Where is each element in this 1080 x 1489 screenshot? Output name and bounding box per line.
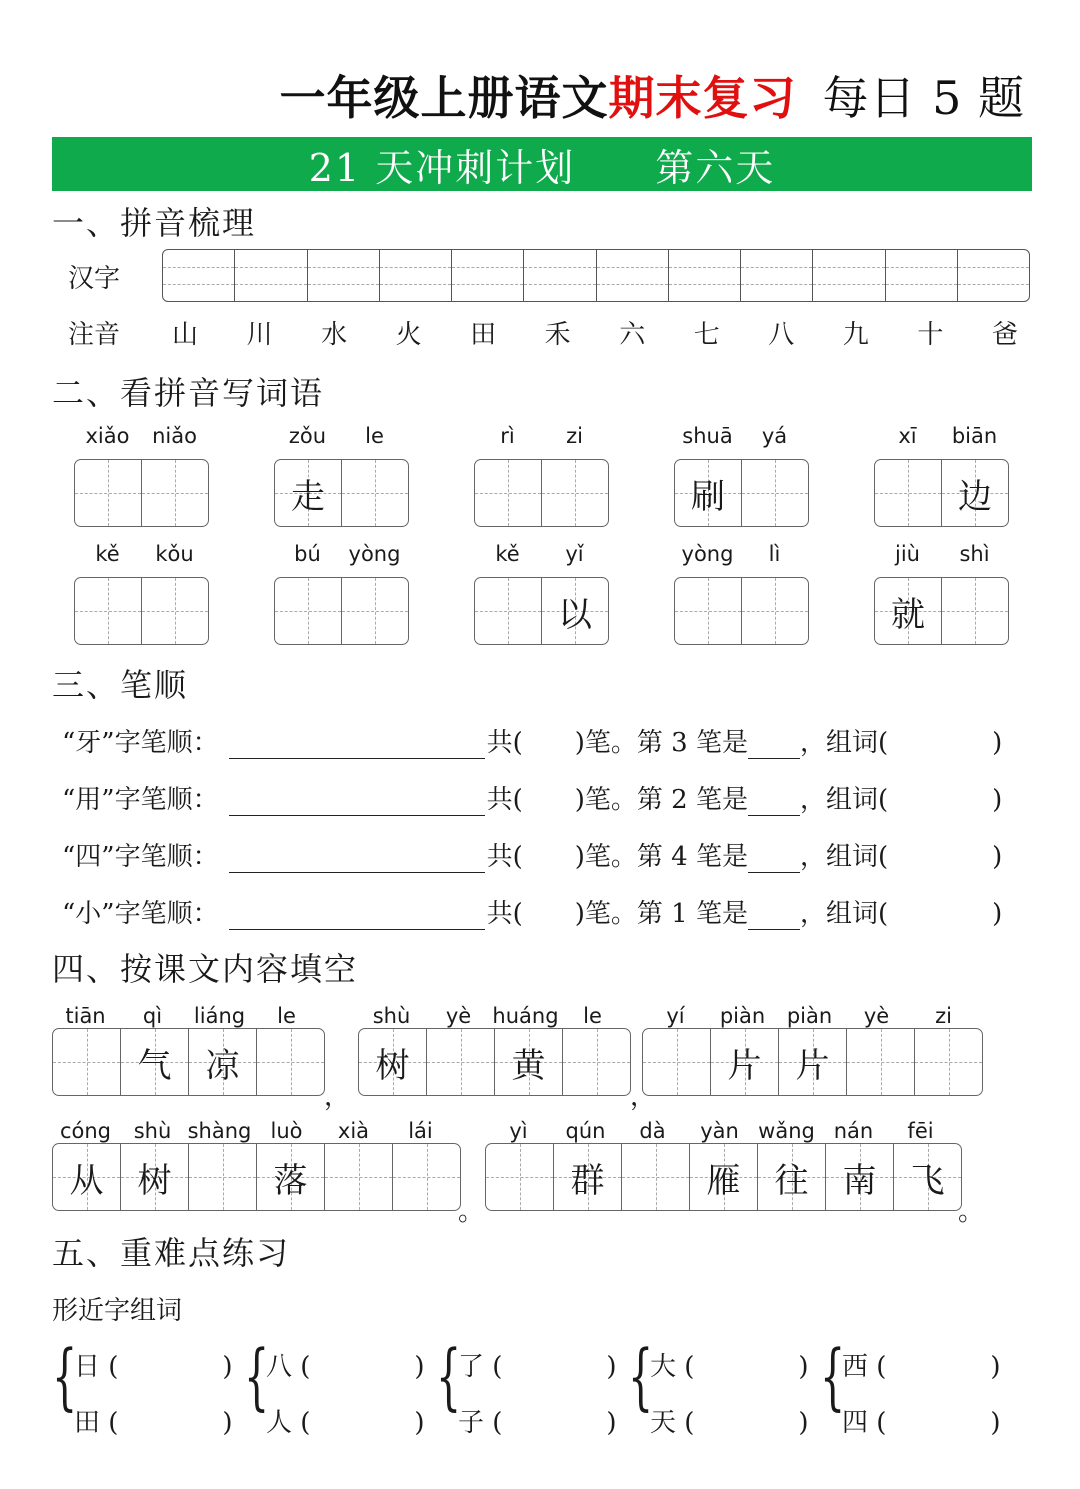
stroke-count: 共( )笔。 [486, 842, 637, 872]
writing-cell[interactable] [142, 460, 208, 526]
given-char: 南 [842, 1160, 877, 1201]
banner-plan: 21 天冲刺计划 [308, 145, 576, 190]
brace-icon: { [628, 1334, 654, 1418]
writing-cell[interactable] [275, 578, 342, 644]
writing-cell[interactable] [675, 460, 742, 526]
writing-cell[interactable] [189, 1029, 257, 1095]
pinyin-syllable: yí [666, 1004, 685, 1028]
hanzi-cell[interactable] [380, 250, 452, 301]
zhuyin-char: 山 [172, 320, 199, 350]
stroke-char-label: “牙”字笔顺： [62, 728, 219, 758]
zhuyin-char: 火 [395, 320, 422, 350]
writing-cell[interactable] [942, 578, 1008, 644]
nth-stroke: 第 3 笔是 [636, 728, 748, 758]
pinyin-syllable: biān [951, 424, 998, 448]
given-char: 从 [69, 1160, 104, 1201]
given-char: 片 [795, 1045, 830, 1086]
similar-char: 日 [74, 1352, 101, 1382]
similar-char-item[interactable] [266, 1402, 425, 1439]
hanzi-cell[interactable] [886, 250, 958, 301]
given-char: 落 [273, 1160, 308, 1201]
given-char: 黄 [511, 1045, 546, 1086]
stroke-count: 共( )笔。 [486, 785, 637, 815]
given-char: 片 [727, 1045, 762, 1086]
writing-cell[interactable] [554, 1144, 622, 1210]
writing-cell[interactable] [690, 1144, 758, 1210]
pinyin-syllable: shì [959, 542, 990, 566]
writing-cell[interactable] [758, 1144, 826, 1210]
writing-cell[interactable] [847, 1029, 915, 1095]
word-writing-box[interactable] [474, 577, 609, 645]
given-char: 刷 [691, 476, 725, 517]
pinyin-syllable: yàn [700, 1119, 739, 1143]
nth-stroke: 第 4 笔是 [636, 842, 748, 872]
word-writing-box[interactable] [874, 459, 1009, 527]
hanzi-cell[interactable] [308, 250, 380, 301]
pinyin-syllable: xià [337, 1119, 370, 1143]
similar-char-item[interactable] [74, 1346, 233, 1383]
word-paren[interactable]: ( ) [484, 1352, 617, 1382]
given-char: 气 [137, 1045, 172, 1086]
page-title: 一年级上册语文期末复习 每日 5 题 [279, 71, 1025, 125]
given-char: 凉 [205, 1045, 240, 1086]
pinyin-syllable: kě [95, 542, 120, 566]
section-5-heading: 五、重难点练习 [52, 1234, 291, 1272]
plan-banner [52, 137, 1032, 191]
word-group: ，组词( ) [799, 842, 1003, 872]
pinyin-syllable: qì [142, 1004, 163, 1028]
given-char: 走 [291, 476, 325, 517]
word-writing-box[interactable] [274, 459, 409, 527]
sentence-writing-box[interactable] [52, 1143, 461, 1211]
writing-cell[interactable] [622, 1144, 690, 1210]
stroke-char-label: “用”字笔顺： [62, 785, 219, 815]
word-writing-box[interactable] [674, 577, 809, 645]
zhuyin-char: 六 [619, 320, 646, 350]
writing-cell[interactable] [427, 1029, 495, 1095]
hanzi-cell[interactable] [741, 250, 813, 301]
similar-char-item[interactable] [458, 1346, 617, 1383]
word-writing-box[interactable] [674, 459, 809, 527]
nth-stroke-blank[interactable] [748, 907, 800, 930]
stroke-order-row [62, 893, 1002, 930]
writing-cell[interactable] [875, 460, 942, 526]
pinyin-syllable: xī [898, 424, 917, 448]
pinyin-syllable: piàn [719, 1004, 766, 1028]
writing-cell[interactable] [393, 1144, 460, 1210]
word-paren[interactable]: ( ) [868, 1408, 1001, 1438]
section-1-heading: 一、拼音梳理 [52, 204, 257, 242]
pinyin-syllable: le [583, 1004, 602, 1028]
word-writing-box[interactable] [74, 459, 209, 527]
writing-cell[interactable] [675, 578, 742, 644]
pinyin-syllable: le [365, 424, 384, 448]
section-2-heading: 二、看拼音写词语 [52, 374, 325, 412]
zhuyin-char: 七 [693, 320, 720, 350]
pinyin-syllable: lái [408, 1119, 433, 1143]
word-writing-box[interactable] [474, 459, 609, 527]
pinyin-syllable: shù [372, 1004, 411, 1028]
given-char: 边 [958, 476, 992, 517]
given-char: 树 [137, 1160, 172, 1201]
pinyin-syllable: niǎo [152, 424, 197, 448]
writing-cell[interactable] [486, 1144, 554, 1210]
writing-cell[interactable] [475, 460, 542, 526]
writing-cell[interactable] [711, 1029, 779, 1095]
hanzi-cell[interactable] [958, 250, 1029, 301]
nth-stroke: 第 1 笔是 [636, 899, 748, 929]
given-char: 雁 [706, 1160, 741, 1201]
word-paren[interactable]: ( ) [100, 1352, 233, 1382]
similar-chars-subheading: 形近字组词 [52, 1296, 183, 1326]
writing-cell[interactable] [53, 1144, 121, 1210]
hanzi-cell[interactable] [669, 250, 741, 301]
stroke-char-label: “四”字笔顺： [62, 842, 219, 872]
similar-char: 了 [458, 1352, 485, 1382]
stroke-order-row [62, 836, 1002, 873]
pinyin-syllable: yè [445, 1004, 472, 1028]
pinyin-syllable: yǐ [565, 542, 584, 566]
stroke-count: 共( )笔。 [486, 899, 637, 929]
word-group: ，组词( ) [799, 728, 1003, 758]
pinyin-syllable: zi [566, 424, 583, 448]
writing-cell[interactable] [121, 1029, 189, 1095]
writing-cell[interactable] [275, 460, 342, 526]
similar-char-item[interactable] [650, 1346, 809, 1383]
writing-cell[interactable] [495, 1029, 563, 1095]
nth-stroke-blank[interactable] [748, 793, 800, 816]
pinyin-syllable: luò [270, 1119, 303, 1143]
writing-cell[interactable] [475, 578, 542, 644]
pinyin-syllable: yòng [348, 542, 401, 566]
given-char: 飞 [910, 1160, 945, 1201]
word-paren[interactable]: ( ) [484, 1408, 617, 1438]
pinyin-syllable: shù [133, 1119, 172, 1143]
writing-cell[interactable] [342, 460, 408, 526]
brace-icon: { [244, 1334, 270, 1418]
sentence-writing-box[interactable] [52, 1028, 325, 1096]
banner-day: 第六天 [655, 145, 776, 190]
writing-cell[interactable] [75, 578, 142, 644]
hanzi-cell[interactable] [452, 250, 524, 301]
punctuation: 。 [958, 1197, 985, 1227]
pinyin-syllable: qún [565, 1119, 606, 1143]
pinyin-syllable: liáng [193, 1004, 246, 1028]
stroke-order-blank[interactable] [229, 907, 485, 930]
similar-char-item[interactable] [842, 1346, 1001, 1383]
similar-char: 子 [458, 1408, 485, 1438]
pinyin-syllable: yì [509, 1119, 528, 1143]
sentence-writing-box[interactable] [485, 1143, 962, 1211]
brace-icon: { [436, 1334, 462, 1418]
word-group: ，组词( ) [799, 899, 1003, 929]
pinyin-syllable: le [277, 1004, 296, 1028]
stroke-order-row [62, 779, 1002, 816]
zhuyin-char: 川 [246, 320, 273, 350]
nth-stroke: 第 2 笔是 [636, 785, 748, 815]
given-char: 往 [774, 1160, 809, 1201]
zhuyin-label: 注音 [68, 320, 121, 350]
writing-cell[interactable] [779, 1029, 847, 1095]
pinyin-syllable: shàng [187, 1119, 252, 1143]
zhuyin-char: 爸 [991, 320, 1018, 350]
pinyin-syllable: wǎng [758, 1119, 815, 1143]
pinyin-syllable: bú [294, 542, 321, 566]
writing-cell[interactable] [742, 460, 808, 526]
similar-char-item[interactable] [842, 1402, 1001, 1439]
hanzi-cell[interactable] [813, 250, 885, 301]
pinyin-syllable: shuā [682, 424, 733, 448]
pinyin-syllable: huáng [492, 1004, 559, 1028]
section-4-heading: 四、按课文内容填空 [52, 950, 359, 988]
writing-cell[interactable] [257, 1029, 324, 1095]
writing-cell[interactable] [742, 578, 808, 644]
hanzi-cell[interactable] [235, 250, 307, 301]
sentence-writing-box[interactable] [642, 1028, 983, 1096]
hanzi-writing-row[interactable] [162, 249, 1030, 302]
pinyin-syllable: cóng [59, 1119, 112, 1143]
word-paren[interactable]: ( ) [868, 1352, 1001, 1382]
word-writing-box[interactable] [274, 577, 409, 645]
similar-char-item[interactable] [266, 1346, 425, 1383]
word-writing-box[interactable] [874, 577, 1009, 645]
punctuation: ， [324, 1082, 351, 1112]
writing-cell[interactable] [915, 1029, 982, 1095]
writing-cell[interactable] [75, 460, 142, 526]
writing-cell[interactable] [643, 1029, 711, 1095]
writing-cell[interactable] [875, 578, 942, 644]
writing-cell[interactable] [542, 578, 608, 644]
similar-char: 西 [842, 1352, 869, 1382]
similar-char: 天 [650, 1408, 677, 1438]
word-writing-box[interactable] [74, 577, 209, 645]
punctuation: ， [630, 1082, 657, 1112]
writing-cell[interactable] [826, 1144, 894, 1210]
zhuyin-char: 十 [917, 320, 944, 350]
writing-cell[interactable] [542, 460, 608, 526]
similar-char: 人 [266, 1408, 293, 1438]
similar-char-item[interactable] [74, 1402, 233, 1439]
stroke-count: 共( )笔。 [486, 728, 637, 758]
writing-cell[interactable] [189, 1144, 257, 1210]
similar-char: 八 [266, 1352, 293, 1382]
similar-char-item[interactable] [650, 1402, 809, 1439]
pinyin-syllable: rì [500, 424, 515, 448]
pinyin-syllable: yòng [681, 542, 734, 566]
hanzi-cell[interactable] [163, 250, 235, 301]
pinyin-syllable: zi [935, 1004, 952, 1028]
word-paren[interactable]: ( ) [676, 1352, 809, 1382]
zhuyin-char: 九 [842, 320, 869, 350]
pinyin-syllable: kě [495, 542, 520, 566]
stroke-order-blank[interactable] [229, 850, 485, 873]
similar-char-item[interactable] [458, 1402, 617, 1439]
section-3-heading: 三、笔顺 [52, 666, 189, 704]
pinyin-syllable: nán [833, 1119, 874, 1143]
writing-cell[interactable] [894, 1144, 961, 1210]
similar-char: 大 [650, 1352, 677, 1382]
writing-cell[interactable] [563, 1029, 630, 1095]
zhuyin-char: 八 [768, 320, 795, 350]
pinyin-syllable: lì [768, 542, 781, 566]
pinyin-syllable: tiān [65, 1004, 106, 1028]
pinyin-syllable: yá [761, 424, 788, 448]
pinyin-syllable: dà [639, 1119, 666, 1143]
pinyin-syllable: kǒu [155, 542, 194, 566]
nth-stroke-blank[interactable] [748, 850, 800, 873]
stroke-order-row [62, 722, 1002, 759]
pinyin-syllable: jiù [895, 542, 920, 566]
stroke-char-label: “小”字笔顺： [62, 899, 219, 929]
pinyin-syllable: fēi [907, 1119, 934, 1143]
hanzi-label: 汉字 [68, 264, 121, 294]
stroke-order-blank[interactable] [229, 736, 485, 759]
word-paren[interactable]: ( ) [292, 1408, 425, 1438]
hanzi-cell[interactable] [524, 250, 596, 301]
writing-cell[interactable] [121, 1144, 189, 1210]
given-char: 树 [375, 1045, 410, 1086]
similar-char: 田 [74, 1408, 101, 1438]
zhuyin-char: 水 [321, 320, 348, 350]
writing-cell[interactable] [942, 460, 1008, 526]
zhuyin-char: 禾 [544, 320, 571, 350]
brace-icon: { [52, 1334, 78, 1418]
pinyin-syllable: yè [863, 1004, 890, 1028]
writing-cell[interactable] [325, 1144, 393, 1210]
writing-cell[interactable] [359, 1029, 427, 1095]
given-char: 以 [558, 594, 592, 635]
given-char: 就 [891, 594, 925, 635]
zhuyin-char: 田 [470, 320, 497, 350]
punctuation: 。 [458, 1197, 485, 1227]
stroke-order-blank[interactable] [229, 793, 485, 816]
writing-cell[interactable] [257, 1144, 325, 1210]
hanzi-cell[interactable] [597, 250, 669, 301]
writing-cell[interactable] [53, 1029, 121, 1095]
word-paren[interactable]: ( ) [100, 1408, 233, 1438]
word-paren[interactable]: ( ) [292, 1352, 425, 1382]
similar-char: 四 [842, 1408, 869, 1438]
writing-cell[interactable] [342, 578, 408, 644]
word-paren[interactable]: ( ) [676, 1408, 809, 1438]
writing-cell[interactable] [142, 578, 208, 644]
pinyin-syllable: piàn [786, 1004, 833, 1028]
word-group: ，组词( ) [799, 785, 1003, 815]
brace-icon: { [820, 1334, 846, 1418]
pinyin-syllable: xiǎo [85, 424, 130, 448]
given-char: 群 [570, 1160, 605, 1201]
pinyin-syllable: zǒu [288, 424, 327, 448]
zhuyin-chars [160, 314, 1030, 351]
sentence-writing-box[interactable] [358, 1028, 631, 1096]
nth-stroke-blank[interactable] [748, 736, 800, 759]
